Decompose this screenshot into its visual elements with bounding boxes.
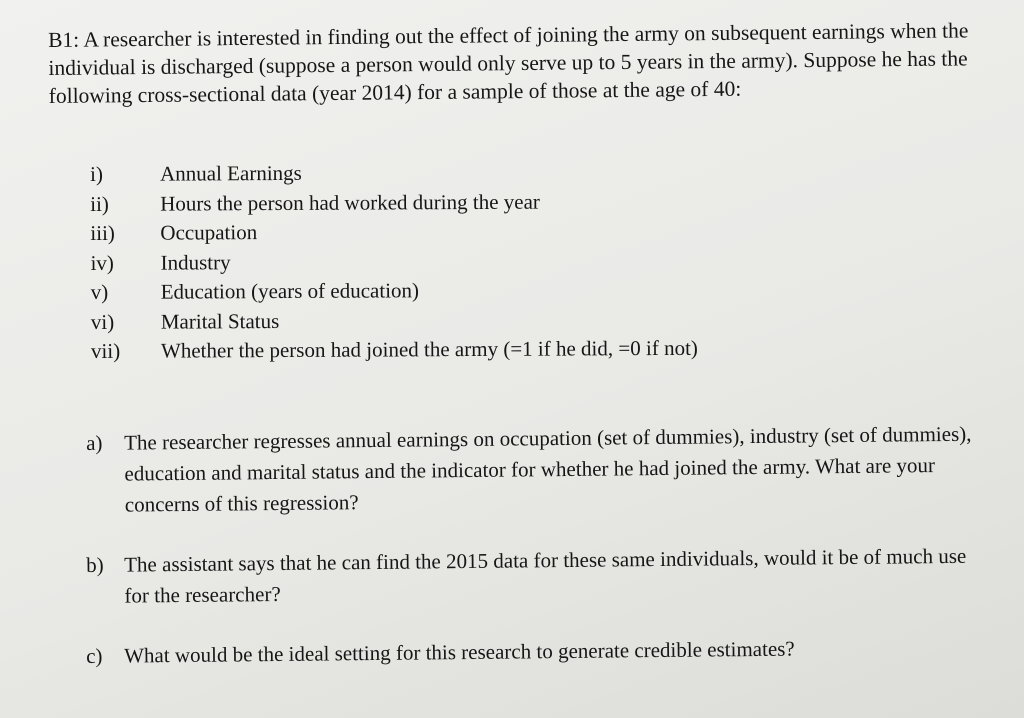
question-c bbox=[86, 632, 976, 672]
variable-list bbox=[90, 156, 851, 366]
list-item bbox=[91, 274, 851, 307]
question-text: What would be the ideal setting for this research to generate credible estimates? bbox=[124, 636, 795, 668]
list-item-text: Education (years of education) bbox=[160, 278, 420, 304]
list-item bbox=[90, 186, 850, 219]
list-item-number: v) bbox=[90, 279, 109, 304]
list-item bbox=[91, 304, 851, 337]
list-item bbox=[90, 245, 850, 278]
question-text: The researcher regresses annual earnings on occupation (set of dummies), industry (set of dummies), education and marital status and the indicator for whether he had joined the army. What are your concerns of this regression? bbox=[124, 421, 972, 517]
question-b bbox=[86, 541, 977, 612]
question-label: c) bbox=[86, 643, 103, 668]
question-a bbox=[86, 419, 977, 521]
question-label: a) bbox=[86, 430, 103, 455]
question-label: b) bbox=[86, 552, 104, 577]
list-item-text: Industry bbox=[160, 249, 231, 275]
problem-intro: B1: A researcher is interested in finding out the effect of joining the army on subsequent earnings when the individual is discharged (suppose a person would only serve up to 5 years in the army). Suppose he has the following cross-sectional data (year 2014) for a sample of those at the age of 40: bbox=[48, 18, 969, 108]
list-item bbox=[90, 156, 850, 189]
list-item-number: ii) bbox=[90, 191, 109, 216]
list-item-text: Whether the person had joined the army (=1 if he did, =0 if not) bbox=[160, 335, 698, 363]
list-item-text: Annual Earnings bbox=[160, 160, 302, 186]
list-item-text: Hours the person had worked during the year bbox=[160, 189, 540, 216]
question-text: The assistant says that he can find the 2015 data for these same individuals, would it be of much use for the researcher? bbox=[124, 543, 967, 608]
list-item-number: iii) bbox=[90, 220, 115, 245]
list-item-number: i) bbox=[90, 161, 103, 186]
list-item-number: vi) bbox=[90, 309, 115, 334]
list-item-text: Marital Status bbox=[160, 308, 280, 334]
list-item bbox=[90, 215, 850, 248]
list-item-number: iv) bbox=[90, 250, 114, 275]
list-item bbox=[91, 333, 851, 366]
list-item-number: vii) bbox=[90, 338, 121, 363]
list-item-text: Occupation bbox=[160, 220, 258, 245]
